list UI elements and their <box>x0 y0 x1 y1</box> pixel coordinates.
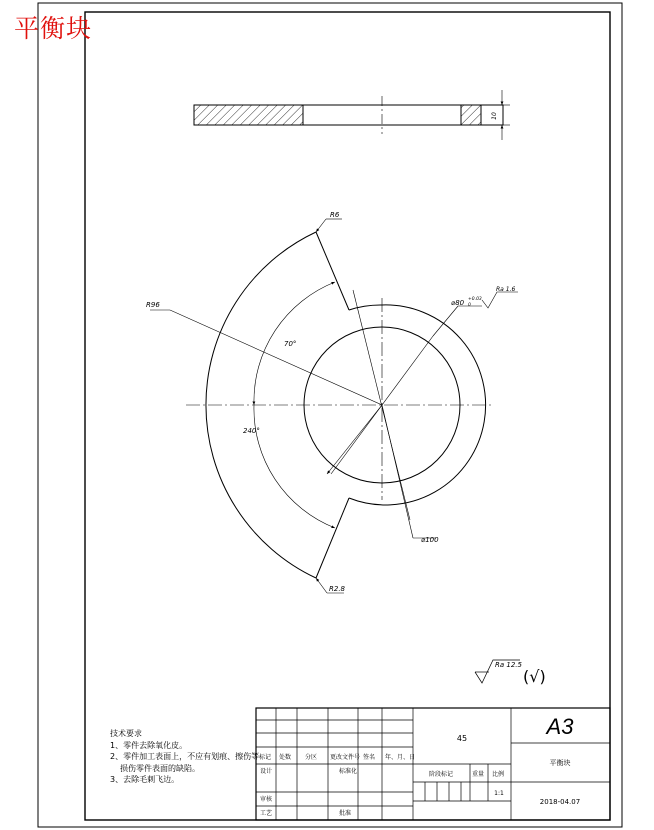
tolerance-upper: +0.03 <box>468 297 482 302</box>
outer-border <box>38 3 622 827</box>
scale-value: 1:1 <box>494 790 504 797</box>
section-view <box>194 90 510 140</box>
angle-240-label: 240° <box>243 427 260 435</box>
general-roughness-label: Ra 12.5 <box>495 661 522 669</box>
tb-zone: 分区 <box>305 754 318 761</box>
r2-8-label: R2.8 <box>329 585 345 593</box>
angle-70-label: 70° <box>284 340 297 348</box>
tolerance-lower: 0 <box>468 303 471 308</box>
technical-requirements <box>110 728 259 786</box>
sheet-size: A3 <box>546 714 574 739</box>
tb-signature: 签名 <box>363 754 376 761</box>
material-value: 45 <box>456 734 468 743</box>
inner-border <box>85 12 610 820</box>
tb-stage-mark: 阶段标记 <box>429 771 454 778</box>
tb-scale: 比例 <box>492 771 505 778</box>
tech-req-item: 3、去除毛刺飞边。 <box>110 775 180 784</box>
tb-approve: 批准 <box>339 810 352 817</box>
tech-req-item: 2、零件加工表面上，不应有划痕、擦伤等 <box>110 752 260 761</box>
drawing-title-stamp: 平衡块 <box>14 14 93 43</box>
tb-design: 设计 <box>260 768 273 775</box>
date-value: 2018-04.07 <box>539 798 581 806</box>
tb-mark: 标记 <box>259 754 272 761</box>
dia-80-label: ⌀80 <box>451 299 465 307</box>
tb-change-doc: 更改文件号 <box>330 754 361 761</box>
tb-review: 审核 <box>260 796 273 803</box>
other-surfaces-symbol: (√) <box>523 667 546 686</box>
tb-standardization: 标准化 <box>339 768 358 775</box>
tb-process: 工艺 <box>260 810 273 817</box>
tb-count: 处数 <box>279 754 292 761</box>
thickness-dim: 10 <box>491 112 498 120</box>
tb-weight: 重量 <box>472 771 485 778</box>
r96-label: R96 <box>146 301 160 309</box>
tech-req-title: 技术要求 <box>110 729 142 738</box>
part-name: 平衡块 <box>549 759 571 767</box>
tb-date: 年、月、日 <box>385 754 416 761</box>
roughness-hole-label: Ra 1.6 <box>496 286 516 293</box>
dia-100-label: ⌀100 <box>421 536 439 544</box>
tech-req-item: 1、零件去除氧化皮。 <box>110 740 188 750</box>
tech-req-item: 损伤零件表面的缺陷。 <box>120 763 200 773</box>
r6-label: R6 <box>330 211 340 219</box>
